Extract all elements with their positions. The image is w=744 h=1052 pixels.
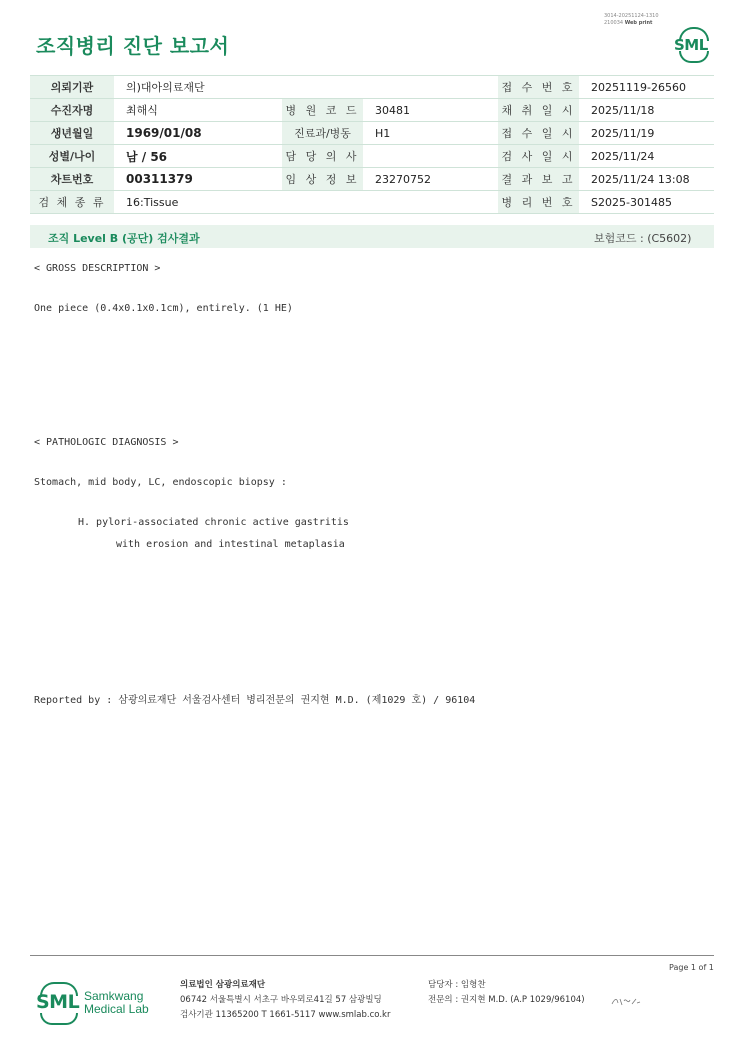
patient-info-table (30, 75, 714, 214)
brand-line2: Medical Lab (84, 1002, 149, 1016)
org-address: 06742 서울특별시 서초구 바우뫼로41길 57 삼광빌딩 (180, 995, 382, 1005)
footer-org-info (180, 978, 390, 1023)
footer-staff-info (428, 978, 585, 1008)
label-sex-age: 성별/나이 (30, 145, 114, 168)
value-attending-doctor (363, 145, 498, 168)
value-patient-name: 최해식 (114, 99, 282, 122)
footer-brand (84, 990, 149, 1016)
label-hospital-code: 병 원 코 드 (282, 99, 363, 122)
value-clinical-info: 23270752 (363, 168, 498, 191)
gross-text: One piece (0.4x0.1x0.1cm), entirely. (1 HE) (34, 303, 293, 314)
label-receipt-date: 접 수 일 시 (498, 122, 579, 145)
value-receipt-date: 2025/11/19 (579, 122, 714, 145)
value-specimen-type: 16:Tissue (114, 191, 498, 214)
info-row (30, 122, 714, 145)
label-collection-date: 채 취 일 시 (498, 99, 579, 122)
info-row (30, 76, 714, 99)
info-row (30, 168, 714, 191)
specialist-name: 권지현 M.D. (A.P 1029/96104) (460, 995, 585, 1005)
label-pathology-number: 병 리 번 호 (498, 191, 579, 214)
diagnosis-line2: with erosion and intestinal metaplasia (116, 539, 345, 550)
specialist-label: 전문의 : (428, 995, 459, 1005)
print-code (604, 13, 659, 27)
value-exam-date: 2025/11/24 (579, 145, 714, 168)
value-chart-number: 00311379 (114, 168, 282, 191)
value-sex-age: 남 / 56 (114, 145, 282, 168)
print-code-line2: 210034 (604, 20, 624, 26)
org-contact: 검사기관 11365200 T 1661-5117 www.smlab.co.kr (180, 1010, 391, 1020)
footer-logo-arc-bottom-icon (40, 1013, 78, 1025)
print-label: Web print (624, 20, 653, 26)
logo-text: SML (674, 36, 708, 54)
value-pathology-number: S2025-301485 (579, 191, 714, 214)
label-attending-doctor: 담 당 의 사 (282, 145, 363, 168)
reported-by: Reported by : 삼광의료재단 서울검사센터 병리전문의 권지현 M.D. (제1029 호) / 96104 (34, 695, 476, 706)
org-name: 의료법인 삼광의료재단 (180, 980, 266, 990)
label-specimen-type: 검 체 종 류 (30, 191, 114, 214)
logo-arc-bottom-icon (679, 51, 709, 63)
label-patient-name: 수진자명 (30, 99, 114, 122)
print-code-line1: 3014-20251124-1310 (604, 13, 659, 19)
sml-logo (672, 27, 712, 63)
gross-heading: < GROSS DESCRIPTION > (34, 263, 161, 274)
brand-line1: Samkwang (84, 989, 144, 1003)
insurance-code: 보험코드 : (C5602) (594, 232, 692, 245)
label-chart-number: 차트번호 (30, 168, 114, 191)
diagnosis-line1: H. pylori-associated chronic active gastritis (78, 517, 349, 528)
label-clinical-info: 임 상 정 보 (282, 168, 363, 191)
value-collection-date: 2025/11/18 (579, 99, 714, 122)
label-birth-date: 생년월일 (30, 122, 114, 145)
info-row (30, 99, 714, 122)
value-result-report: 2025/11/24 13:08 (579, 168, 714, 191)
report-title: 조직병리 진단 보고서 (36, 34, 230, 58)
staff-name: 임형찬 (460, 980, 486, 990)
diagnosis-site: Stomach, mid body, LC, endoscopic biopsy : (34, 477, 287, 488)
label-department: 진료과/병동 (282, 122, 363, 145)
signature-icon (610, 995, 642, 1009)
info-row (30, 145, 714, 168)
label-receipt-number: 접 수 번 호 (498, 76, 579, 99)
footer-divider (30, 955, 714, 956)
value-requesting-org: 의)대아의료재단 (114, 76, 498, 99)
label-result-report: 결 과 보 고 (498, 168, 579, 191)
result-title: 조직 Level B (공단) 검사결과 (48, 232, 200, 245)
value-department: H1 (363, 122, 498, 145)
label-exam-date: 검 사 일 시 (498, 145, 579, 168)
staff-label: 담당자 : (428, 980, 459, 990)
value-hospital-code: 30481 (363, 99, 498, 122)
footer-logo (36, 980, 156, 1026)
value-birth-date: 1969/01/08 (114, 122, 282, 145)
info-row (30, 191, 714, 214)
diagnosis-heading: < PATHOLOGIC DIAGNOSIS > (34, 437, 179, 448)
value-receipt-number: 20251119-26560 (579, 76, 714, 99)
footer-logo-text: SML (36, 991, 80, 1013)
label-requesting-org: 의뢰기관 (30, 76, 114, 99)
page-number: Page 1 of 1 (669, 963, 714, 972)
